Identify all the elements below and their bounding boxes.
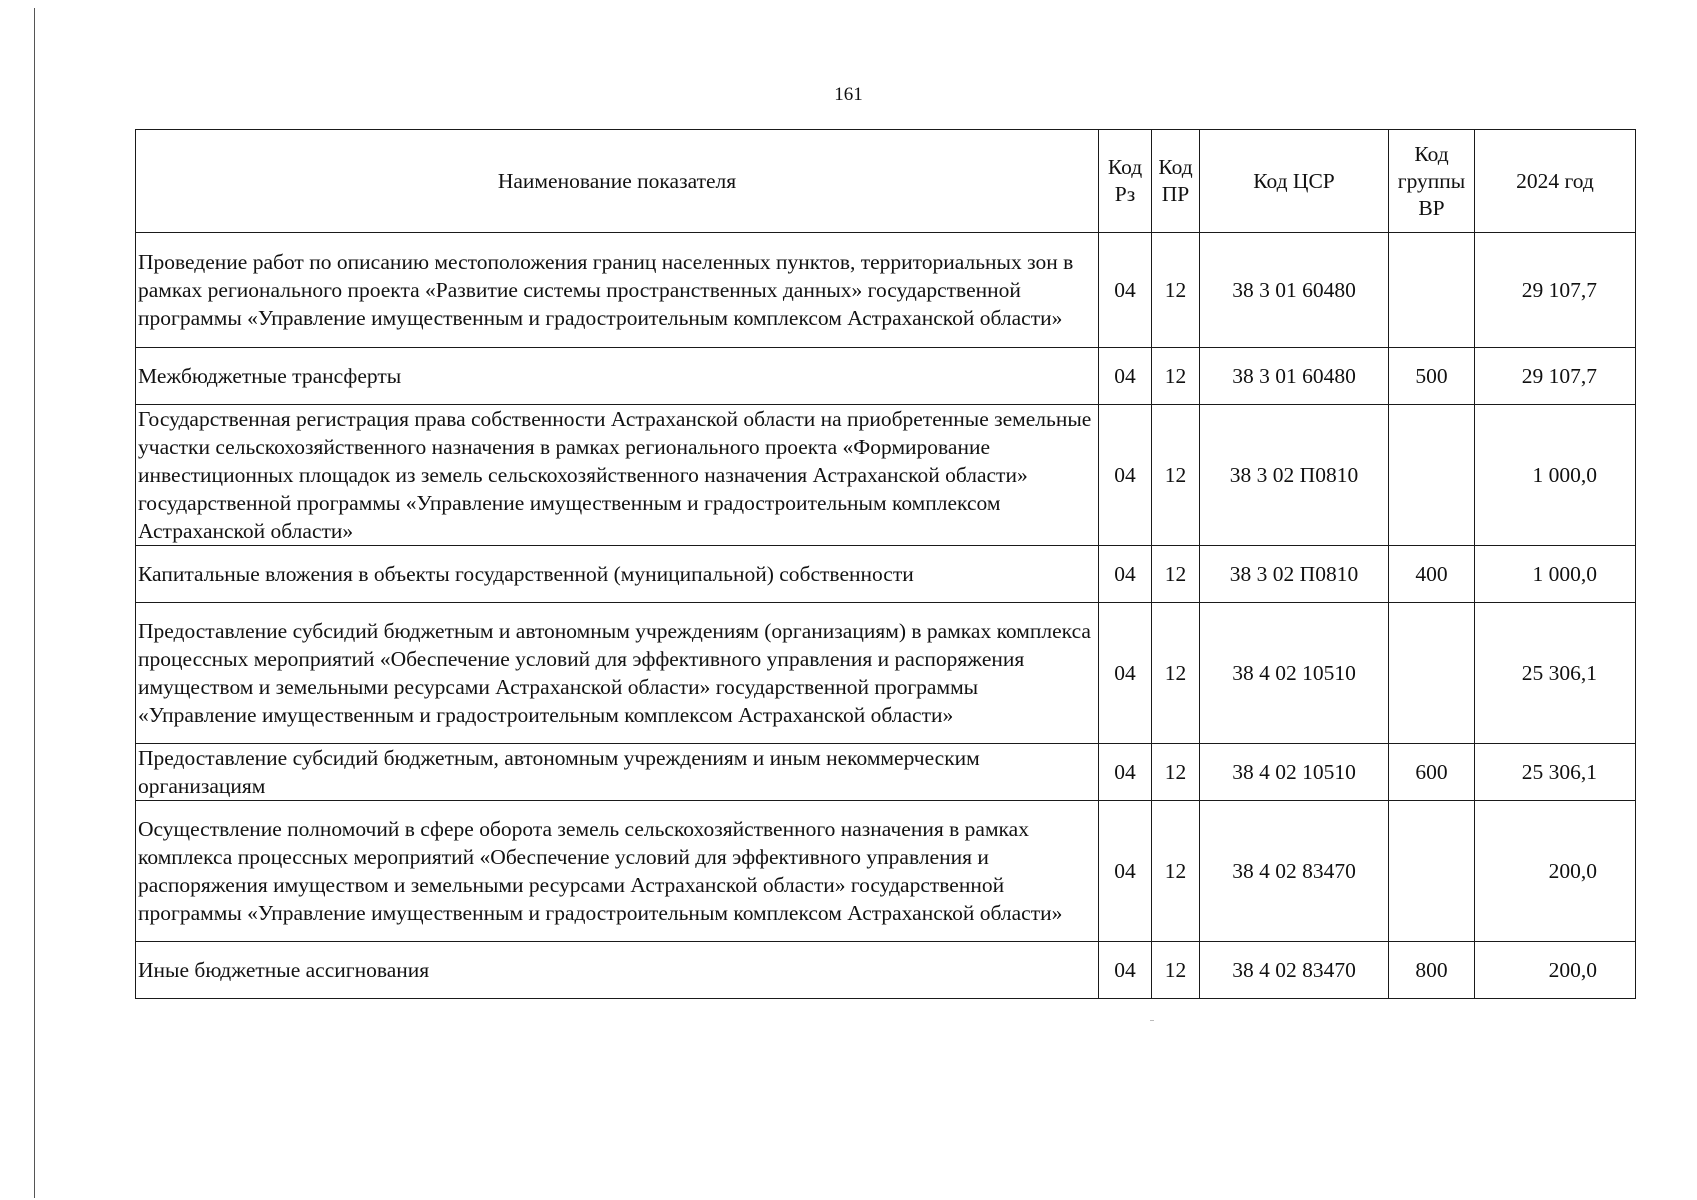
row-name: Капитальные вложения в объекты государственной (муниципальной) собственности (136, 546, 1099, 603)
row-amount: 29 107,7 (1475, 348, 1636, 405)
row-rz: 04 (1099, 603, 1152, 744)
budget-table (135, 129, 1636, 999)
row-vr (1389, 603, 1475, 744)
row-pr: 12 (1152, 744, 1200, 801)
row-vr: 400 (1389, 546, 1475, 603)
row-rz: 04 (1099, 348, 1152, 405)
row-csr: 38 3 02 П0810 (1200, 405, 1389, 546)
row-vr (1389, 801, 1475, 942)
row-name: Государственная регистрация права собственности Астраханской области на приобретенные земельные участки сельскохозяйственного назначения в рамках регионального проекта «Формирование инвестиционных площадок из земель сельскохозяйственного назначения Астраханской области» государственной программы «Управление имущественным и градостроительным комплексом Астраханской области» (136, 405, 1099, 546)
table-row (136, 801, 1636, 942)
row-pr: 12 (1152, 405, 1200, 546)
row-vr (1389, 405, 1475, 546)
row-name: Предоставление субсидий бюджетным, автономным учреждениям и иным некоммерческим организациям (136, 744, 1099, 801)
row-name: Межбюджетные трансферты (136, 348, 1099, 405)
table-row (136, 942, 1636, 999)
row-name: Иные бюджетные ассигнования (136, 942, 1099, 999)
table-row (136, 744, 1636, 801)
table-row (136, 546, 1636, 603)
row-vr: 800 (1389, 942, 1475, 999)
row-csr: 38 4 02 10510 (1200, 744, 1389, 801)
table-header (136, 130, 1636, 233)
header-name: Наименование показателя (136, 130, 1099, 233)
row-name: Осуществление полномочий в сфере оборота земель сельскохозяйственного назначения в рамках комплекса процессных мероприятий «Обеспечение условий для эффективного управления и распоряжения имуществом и земельными ресурсами Астраханской области» государственной программы «Управление имущественным и градостроительным комплексом Астраханской области» (136, 801, 1099, 942)
header-csr: Код ЦСР (1200, 130, 1389, 233)
row-rz: 04 (1099, 942, 1152, 999)
row-pr: 12 (1152, 801, 1200, 942)
row-csr: 38 3 01 60480 (1200, 348, 1389, 405)
row-pr: 12 (1152, 348, 1200, 405)
table-row (136, 405, 1636, 546)
row-amount: 200,0 (1475, 801, 1636, 942)
page-number: 161 (834, 84, 863, 105)
row-rz: 04 (1099, 801, 1152, 942)
row-csr: 38 3 01 60480 (1200, 233, 1389, 348)
binding-margin-line (34, 8, 35, 1198)
header-pr: Код ПР (1152, 130, 1200, 233)
row-name: Предоставление субсидий бюджетным и автономным учреждениям (организациям) в рамках комплекса процессных мероприятий «Обеспечение условий для эффективного управления и распоряжения имуществом и земельными ресурсами Астраханской области» государственной программы «Управление имущественным и градостроительным комплексом Астраханской области» (136, 603, 1099, 744)
header-rz: Код Рз (1099, 130, 1152, 233)
row-pr: 12 (1152, 603, 1200, 744)
row-amount: 25 306,1 (1475, 744, 1636, 801)
row-pr: 12 (1152, 546, 1200, 603)
row-amount: 200,0 (1475, 942, 1636, 999)
row-rz: 04 (1099, 405, 1152, 546)
row-name: Проведение работ по описанию местоположения границ населенных пунктов, территориальных зон в рамках регионального проекта «Развитие системы пространственных данных» государственной программы «Управление имущественным и градостроительным комплексом Астраханской области» (136, 233, 1099, 348)
table-row (136, 348, 1636, 405)
row-pr: 12 (1152, 233, 1200, 348)
row-vr (1389, 233, 1475, 348)
row-csr: 38 4 02 83470 (1200, 942, 1389, 999)
row-rz: 04 (1099, 233, 1152, 348)
header-year: 2024 год (1475, 130, 1636, 233)
row-amount: 1 000,0 (1475, 546, 1636, 603)
header-vr: Код группы ВР (1389, 130, 1475, 233)
row-csr: 38 4 02 10510 (1200, 603, 1389, 744)
row-vr: 600 (1389, 744, 1475, 801)
row-amount: 29 107,7 (1475, 233, 1636, 348)
row-vr: 500 (1389, 348, 1475, 405)
row-amount: 1 000,0 (1475, 405, 1636, 546)
table-row (136, 233, 1636, 348)
row-rz: 04 (1099, 546, 1152, 603)
row-rz: 04 (1099, 744, 1152, 801)
scan-artifact (1150, 1020, 1154, 1021)
table-row (136, 603, 1636, 744)
row-amount: 25 306,1 (1475, 603, 1636, 744)
row-csr: 38 3 02 П0810 (1200, 546, 1389, 603)
row-csr: 38 4 02 83470 (1200, 801, 1389, 942)
row-pr: 12 (1152, 942, 1200, 999)
